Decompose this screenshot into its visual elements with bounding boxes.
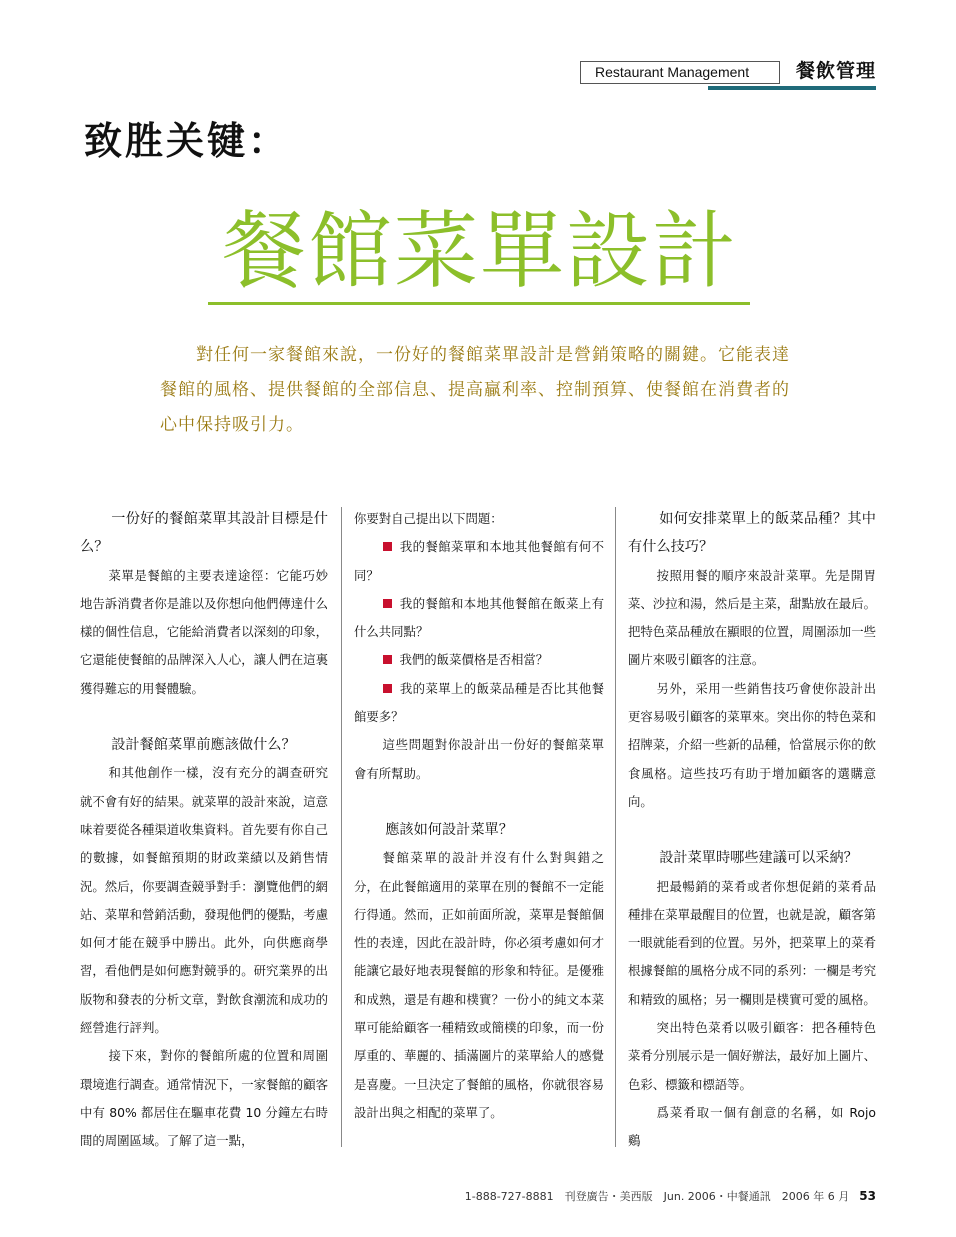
title-underline — [208, 302, 750, 305]
question-list-item: 我的菜單上的飯菜品種是否比其他餐館要多？ — [354, 680, 604, 725]
question-list-item: 我的餐館和本地其他餐館在飯菜上有什么共同點？ — [354, 595, 604, 640]
body-paragraph: 爲菜肴取一個有創意的名稱，如 Rojo 鷄 — [628, 1104, 876, 1149]
body-paragraph: 接下來，對你的餐館所處的位置和周圍環境進行調查。通常情況下，一家餐館的顧客中有 80% 都居住在驅車花費 10 分鐘左右時間的周圍區域。了解了這一點， — [80, 1048, 328, 1149]
article-column-2 — [354, 505, 604, 1127]
section-heading: 一份好的餐館菜單其設計目標是什么？ — [80, 511, 328, 556]
red-square-bullet-icon — [383, 599, 392, 608]
intro-text: 對任何一家餐館來說，一份好的餐館菜單設計是營銷策略的關鍵。它能表達餐館的風格、提供餐館的全部信息、提高贏利率、控制預算、使餐館在消費者的心中保持吸引力。 — [160, 345, 790, 435]
column-divider-2 — [615, 507, 616, 1147]
body-paragraph: 餐館菜單的設計并沒有什么對與錯之分，在此餐館適用的菜單在別的餐館不一定能行得通。然而，正如前面所說，菜單是餐館個性的表達，因此在設計時，你必須考慮如何才能讓它最好地表現餐館的形象和特征。是優雅和成熟，還是有趣和樸實？一份小的純文本菜單可能給顧客一種精致或簡樸的印象，而一份厚重的、華麗的、插滿圖片的菜單給人的感覺是喜慶。一旦決定了餐館的風格，你就很容易設計出與之相配的菜單了。 — [354, 850, 604, 1120]
body-paragraph: 把最暢銷的菜肴或者你想促銷的菜肴品種排在菜單最醒目的位置，也就是說，顧客第一眼就能看到的位置。另外，把菜單上的菜肴根據餐館的風格分成不同的系列：一欄是考究和精致的風格；另一欄則是樸實可愛的風格。 — [628, 878, 876, 1007]
section-heading: 設計菜單時哪些建議可以采納？ — [659, 850, 858, 867]
section-label-en: Restaurant Management — [580, 61, 780, 84]
header-accent-bar — [708, 86, 876, 90]
section-label-cn: 餐飲管理 — [796, 60, 877, 82]
body-paragraph: 按照用餐的順序來設計菜單。先是開胃菜、沙拉和湯，然后是主菜，甜點放在最后。把特色菜品種放在顯眼的位置，周圍添加一些圖片來吸引顧客的注意。 — [628, 567, 876, 668]
body-paragraph: 突出特色菜肴以吸引顧客：把各種特色菜肴分別展示是一個好辦法，最好加上圖片、色彩、標籤和標語等。 — [628, 1020, 876, 1092]
body-paragraph: 你要對自己提出以下問題： — [354, 511, 503, 526]
question-list-item: 我的餐館菜單和本地其他餐館有何不同？ — [354, 539, 604, 583]
body-paragraph: 另外，采用一些銷售技巧會使你設計出更容易吸引顧客的菜單來。突出你的特色菜和招牌菜，介紹一些新的品種，恰當展示你的飲食風格。這些技巧有助于增加顧客的選購意向。 — [628, 680, 876, 809]
article-column-1 — [80, 505, 328, 1156]
kicker-heading: 致胜关键： — [84, 118, 290, 163]
column-divider-1 — [341, 507, 342, 1147]
section-heading: 如何安排菜單上的飯菜品種？其中有什么技巧？ — [628, 511, 876, 556]
red-square-bullet-icon — [383, 542, 392, 551]
footer-publication-info: 1-888-727-8881 刊登廣告・美西版 Jun. 2006・中餐通訊 2006 年 6 月 — [464, 1190, 850, 1203]
page-footer — [440, 1188, 876, 1204]
intro-paragraph — [160, 338, 800, 443]
page-title: 餐館菜單設計 — [221, 202, 738, 300]
body-paragraph: 和其他創作一樣，沒有充分的調查研究就不會有好的結果。就菜單的設計來說，這意味着要從各種渠道收集資料。首先要有你自己的數據，如餐館預期的財政業績以及銷售情況。然后，你要調查競爭對手：瀏覽他們的網站、菜單和營銷活動，發現他們的優點，考慮如何才能在競爭中勝出。此外，向供應商學習，看他們是如何應對競爭的。研究業界的出版物和發表的分析文章，對飲食潮流和成功的經營進行評判。 — [80, 765, 328, 1036]
section-heading: 設計餐館菜單前應該做什么？ — [111, 737, 296, 754]
section-heading: 應該如何設計菜單？ — [385, 821, 513, 838]
body-paragraph: 這些問題對你設計出一份好的餐館菜單會有所幫助。 — [354, 737, 604, 781]
red-square-bullet-icon — [383, 655, 392, 664]
red-square-bullet-icon — [383, 684, 392, 693]
body-paragraph: 菜單是餐館的主要表達途徑：它能巧妙地告訴消費者你是誰以及你想向他們傳達什么樣的個性信息，它能給消費者以深刻的印象，它還能使餐館的品牌深入人心，讓人們在這裏獲得難忘的用餐體驗。 — [80, 567, 328, 696]
page-number: 53 — [859, 1189, 876, 1203]
article-column-3 — [628, 505, 876, 1156]
question-list-item: 我們的飯菜價格是否相當？ — [354, 646, 604, 674]
